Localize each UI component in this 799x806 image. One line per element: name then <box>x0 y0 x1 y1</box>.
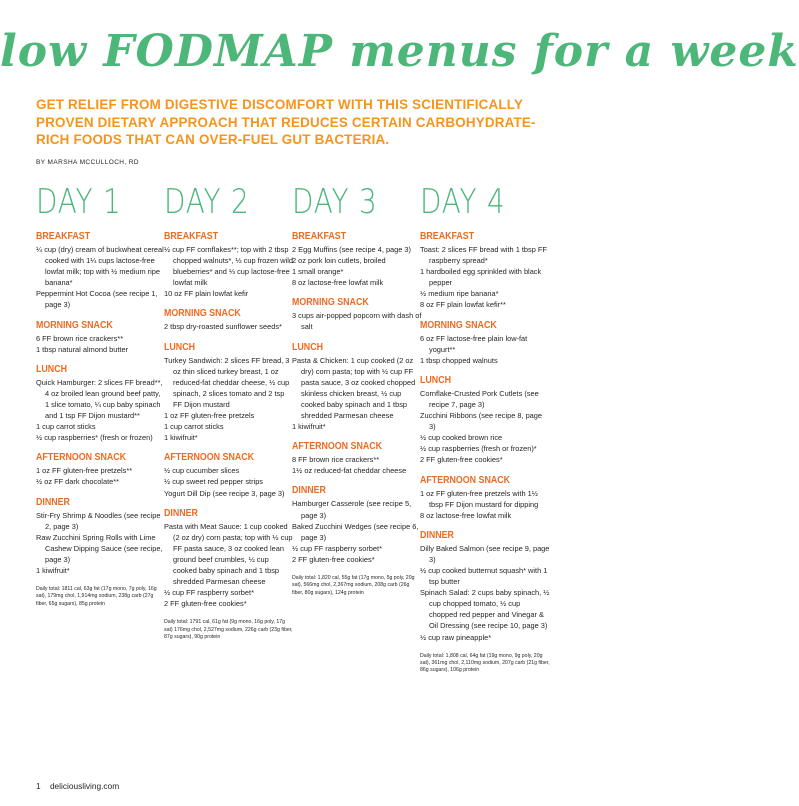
day-column-1 <box>36 180 166 608</box>
menu-item: Zucchini Ribbons (see recipe 8, page 3) <box>420 411 543 432</box>
menu-item: 1 tbsp natural almond butter <box>36 344 129 354</box>
menu-item: 2 Egg Muffins (see recipe 4, page 3) <box>292 245 412 254</box>
byline: BY MARSHA MCCULLOCH, RD <box>36 159 139 166</box>
menu-item: Baked Zucchini Wedges (see recipe 6, page 3) <box>292 521 419 542</box>
meal-heading: BREAKFAST <box>292 231 347 242</box>
day-heading: DAY 4 <box>420 182 506 222</box>
menu-item: Pasta & Chicken: 1 cup cooked (2 oz dry) corn pasta; top with ½ cup FF pasta sauce, 3 oz cooked chopped skinless chicken breast, ½ cup cooked baby spinach and 1 tbsp shredded Parmesan cheese <box>292 355 416 421</box>
meal-heading: AFTERNOON SNACK <box>420 474 511 486</box>
menu-item: 2 FF gluten-free cookies* <box>420 455 503 465</box>
page-number: 1 <box>36 781 41 791</box>
menu-item: ½ cup cooked brown rice <box>420 433 503 443</box>
menu-item: 2 tbsp dry-roasted sunflower seeds* <box>164 322 282 332</box>
subtitle: GET RELIEF FROM DIGESTIVE DISCOMFORT WITH THIS SCIENTIFICALLY PROVEN DIETARY APPROACH THAT REDUCES CERTAIN CARBOHYDRATE-RICH FOODS THAT CAN OVER-FUEL GUT BACTERIA. <box>36 97 536 147</box>
meal-heading: BREAKFAST <box>36 231 91 242</box>
page-title: low FODMAP menus for a week <box>0 26 799 77</box>
menu-item: 1 oz FF gluten-free pretzels with 1½ tbsp FF Dijon mustard for dipping <box>420 488 539 509</box>
meal-heading: LUNCH <box>164 341 196 353</box>
meal-heading: DINNER <box>164 507 198 519</box>
menu-item: 1 small orange* <box>292 267 344 277</box>
menu-item: 1 kiwifruit* <box>292 422 326 432</box>
menu-item: Dilly Baked Salmon (see recipe 9, page 3) <box>420 543 550 564</box>
menu-item: ½ cup sweet red pepper strips <box>164 477 264 487</box>
menu-item: 1 kiwifruit* <box>36 565 70 575</box>
menu-item: Pasta with Meat Sauce: 1 cup cooked (2 oz dry) corn pasta; top with ½ cup FF pasta sauce, 3 oz cooked lean ground beef crumbles, ½ cup cooked baby spinach and 1 tbsp shredded Parmesan cheese <box>164 521 293 587</box>
meal-heading: LUNCH <box>292 341 324 353</box>
day-heading: DAY 1 <box>36 182 122 222</box>
menu-item: 1 oz FF gluten-free pretzels** <box>36 466 133 476</box>
menu-item: 1 kiwifruit* <box>164 433 198 443</box>
meal-heading: DINNER <box>292 485 326 497</box>
menu-item: 8 oz lactose-free lowfat milk <box>420 510 512 520</box>
menu-item: 8 oz lactose-free lowfat milk <box>292 278 384 288</box>
menu-item: 3 cups air-popped popcorn with dash of salt <box>292 311 422 332</box>
menu-item: 2 FF gluten-free cookies* <box>164 599 247 609</box>
menu-item: Quick Hamburger: 2 slices FF bread**, 4 oz broiled lean ground beef patty, 1 slice tomato, ¼ cup baby spinach and 1 tsp FF Dijon mustard** <box>36 377 163 421</box>
menu-item: 6 FF brown rice crackers** <box>36 333 124 343</box>
menu-item: Raw Zucchini Spring Rolls with Lime Cashew Dipping Sauce (see recipe, page 3) <box>36 532 163 564</box>
meal-heading: MORNING SNACK <box>292 297 369 309</box>
menu-item: 1 tbsp chopped walnuts <box>420 355 498 365</box>
meal-heading: MORNING SNACK <box>164 308 241 320</box>
nutrition-summary: Daily total: 1,820 cal, 55g fat (17g mono, 5g poly, 20g sat), 566mg chol, 2,367mg sodium, 208g carb (26g fiber, 80g sugars), 124g protein <box>292 574 415 596</box>
meal-heading: AFTERNOON SNACK <box>164 452 255 464</box>
menu-item: Hamburger Casserole (see recipe 5, page 3) <box>292 499 412 520</box>
meal-heading: AFTERNOON SNACK <box>292 441 383 453</box>
meal-heading: BREAKFAST <box>164 231 219 242</box>
menu-item: ½ cup raspberries* (fresh or frozen) <box>36 433 153 443</box>
menu-item: ½ oz FF dark chocolate** <box>36 477 119 487</box>
menu-item: 10 oz FF plain lowfat kefir <box>164 289 249 299</box>
site-link[interactable]: deliciousliving.com <box>49 781 120 791</box>
menu-item: 8 FF brown rice crackers** <box>292 455 380 465</box>
menu-item: 6 oz FF lactose-free plain low-fat yogurt** <box>420 333 528 354</box>
menu-item: 1 oz FF gluten-free pretzels <box>164 411 255 421</box>
meal-heading: MORNING SNACK <box>420 319 497 331</box>
menu-item: Toast: 2 slices FF bread with 1 tbsp FF raspberry spread* <box>420 245 547 266</box>
menu-item: ½ medium ripe banana* <box>420 289 499 299</box>
menu-item: ½ cup FF cornflakes**; top with 2 tbsp chopped walnuts*, ½ cup frozen wild blueberries* and ⅓ cup lactose-free lowfat milk <box>164 245 293 288</box>
meal-heading: AFTERNOON SNACK <box>36 452 127 464</box>
menu-item: Turkey Sandwich: 2 slices FF bread, 3 oz thin sliced turkey breast, 1 oz reduced-fat cheddar cheese, ½ cup spinach, 2 slices tomato and 2 tsp FF Dijon mustard <box>164 355 290 409</box>
menu-item: ½ cup FF raspberry sorbet* <box>292 543 382 553</box>
menu-item: 1 cup carrot sticks <box>164 422 224 432</box>
day-heading: DAY 3 <box>292 182 378 222</box>
meal-heading: DINNER <box>420 529 454 541</box>
menu-item: 2 oz pork loin cutlets, broiled <box>292 256 386 266</box>
nutrition-summary: Daily total: 1811 cal, 63g fat (17g mono, 7g poly, 16g sat), 179mg chol, 1,914mg sodium, 238g carb (27g fiber, 65g sugars), 85g protein <box>36 586 157 607</box>
meal-heading: LUNCH <box>36 363 68 375</box>
menu-item: 2 FF gluten-free cookies* <box>292 554 375 564</box>
meal-heading: BREAKFAST <box>420 231 475 242</box>
menu-item: ½ cup cucumber slices <box>164 466 240 476</box>
day-column-3 <box>292 180 422 597</box>
menu-item: Spinach Salad: 2 cups baby spinach, ½ cup chopped tomato, ½ cup chopped red pepper and Vinegar & Oil Dressing (see recipe 10, page 3) <box>420 588 550 631</box>
footer <box>36 781 119 791</box>
day-column-2 <box>164 180 294 642</box>
menu-item: Stir-Fry Shrimp & Noodles (see recipe 2, page 3) <box>36 510 161 531</box>
day-column-4 <box>420 180 550 675</box>
menu-item: 8 oz FF plain lowfat kefir** <box>420 300 506 310</box>
day-heading: DAY 2 <box>164 182 250 222</box>
menu-item: ½ cup raw pineapple* <box>420 632 492 642</box>
meal-heading: MORNING SNACK <box>36 319 113 331</box>
nutrition-summary: Daily total: 1,808 cal, 64g fat (19g mono, 9g poly, 20g sat), 361mg chol, 2,110mg sodium, 207g carb (21g fiber, 86g sugars), 106g protein <box>420 652 550 674</box>
menu-item: Yogurt Dill Dip (see recipe 3, page 3) <box>164 488 285 498</box>
menu-item: ¼ cup (dry) cream of buckwheat cereal cooked with 1¼ cups lactose-free lowfat milk; top with ½ medium ripe banana* <box>36 245 164 288</box>
nutrition-summary: Daily total: 1791 cal, 61g fat (9g mono, 16g poly, 17g sat) 176mg chol, 2,527mg sodium, 226g carb (23g fiber, 87g sugars), 90g protein <box>164 619 293 641</box>
menu-item: Peppermint Hot Cocoa (see recipe 1, page 3) <box>36 289 158 310</box>
meal-heading: DINNER <box>36 496 70 508</box>
menu-item: 1 cup carrot sticks <box>36 422 96 432</box>
menu-item: ½ cup cooked butternut squash* with 1 tsp butter <box>420 565 548 587</box>
menu-item: ½ cup raspberries (fresh or frozen)* <box>420 444 537 454</box>
menu-item: Cornflake-Crusted Pork Cutlets (see recipe 7, page 3) <box>420 388 539 409</box>
meal-heading: LUNCH <box>420 374 452 386</box>
menu-item: ½ cup FF raspberry sorbet* <box>164 588 254 598</box>
menu-item: 1½ oz reduced-fat cheddar cheese <box>292 466 407 476</box>
menu-item: 1 hardboiled egg sprinkled with black pepper <box>420 267 542 288</box>
